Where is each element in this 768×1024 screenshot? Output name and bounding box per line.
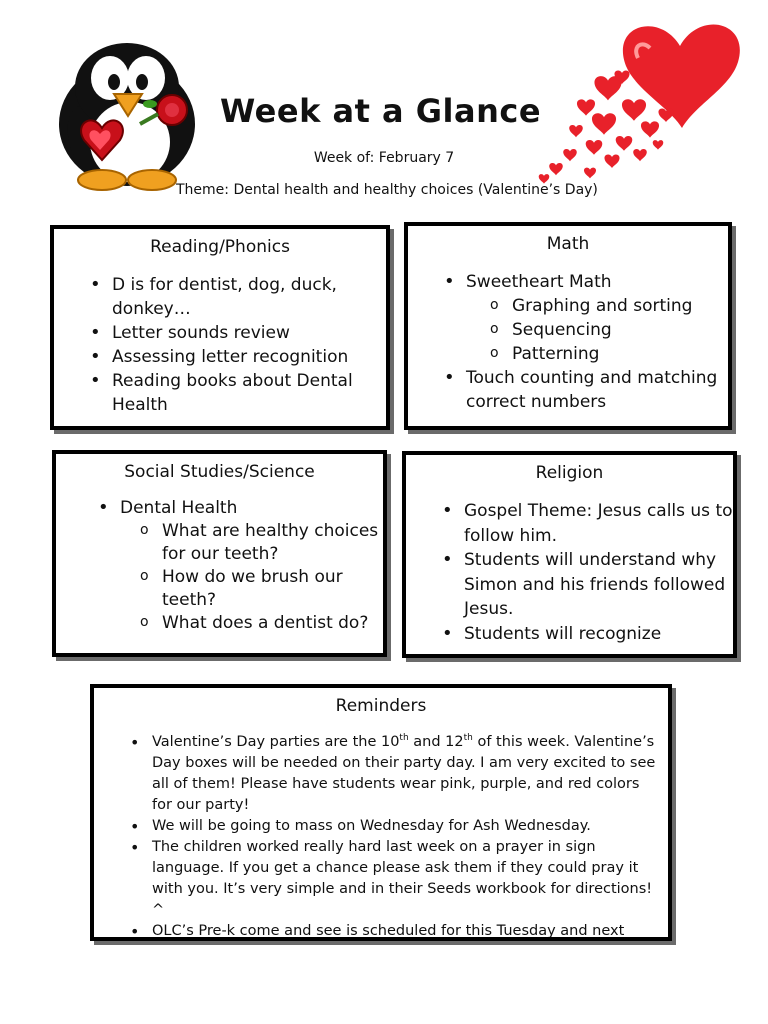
list-item [152, 732, 658, 816]
list-item: • The children worked really hard last week on a prayer in sign language. If you get a chance please ask them if they could pray it with you. It’s very simple and in their Seeds workbook for directions! ^ [152, 837, 658, 921]
religion-heading: Religion [535, 463, 604, 483]
list-item: • Sweetheart Math [466, 270, 728, 294]
reading-phonics-box [50, 225, 390, 430]
week-of-text: Week of: February 7 [313, 150, 455, 166]
list-item: • Gospel Theme: Jesus calls us to follow him. [464, 499, 733, 548]
reading-list [112, 273, 386, 417]
penguin-illustration [52, 32, 202, 194]
sub-list-item: o What does a dentist do? [162, 612, 383, 635]
sub-list-item: o Sequencing [512, 318, 728, 342]
ordinal-suffix: th [463, 733, 473, 744]
social-studies-science-box [52, 450, 387, 657]
religion-list [464, 499, 733, 646]
list-item: • Assessing letter recognition [112, 345, 386, 369]
ordinal-suffix: th [399, 733, 409, 744]
math-box [404, 222, 732, 430]
reminder-text: and 12 [408, 734, 464, 750]
math-list [466, 270, 728, 414]
reading-phonics-heading: Reading/Phonics [150, 237, 290, 257]
reminder-text: Valentine’s Day parties are the 10 [152, 734, 400, 750]
sub-list-item: o How do we brush our teeth? [162, 566, 383, 612]
reminder-text: of this week. Valentine’s Day boxes will be needed on their party day. I am very excited to see all of them! Please have students wear pink, purple, and red colors for our party! [152, 734, 656, 813]
page-title: Week at a Glance [220, 92, 542, 130]
reminders-box [90, 684, 672, 941]
list-item: • Students will understand why Simon and his friends followed Jesus. [464, 548, 733, 622]
theme-text: Theme: Dental health and healthy choices (Valentine’s Day) [176, 182, 598, 198]
list-item: • Dental Health [120, 496, 383, 520]
list-item: • Reading books about Dental Health [112, 369, 386, 417]
list-item: • We will be going to mass on Wednesday for Ash Wednesday. [152, 816, 658, 837]
social-studies-heading: Social Studies/Science [124, 462, 315, 482]
reminders-list [152, 732, 658, 941]
list-item: • OLC’s Pre-k come and see is scheduled for this Tuesday and next [152, 921, 658, 941]
sub-list-item: o What are healthy choices for our teeth? [162, 520, 383, 566]
social-list [120, 496, 383, 635]
list-item: • Touch counting and matching correct numbers [466, 366, 728, 414]
list-item: • Students will recognize [464, 622, 733, 647]
reminders-heading: Reminders [335, 696, 427, 716]
list-item: • D is for dentist, dog, duck, donkey… [112, 273, 386, 321]
sub-list-item: o Patterning [512, 342, 728, 366]
religion-box [402, 451, 737, 658]
sub-list-item: o Graphing and sorting [512, 294, 728, 318]
math-heading: Math [546, 234, 590, 254]
list-item: • Letter sounds review [112, 321, 386, 345]
